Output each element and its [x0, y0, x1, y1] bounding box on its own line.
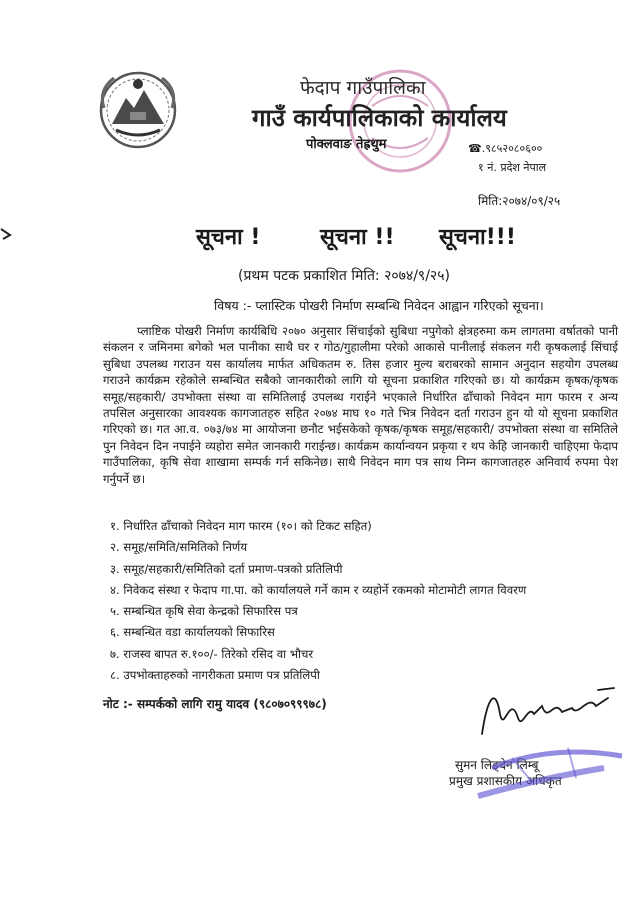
phone-number: ☎.९८५२०८०६००: [468, 142, 543, 155]
subject-line: विषय :- प्लास्टिक पोखरी निर्माण सम्बन्धि निवेदन आह्वान गरिएको सूचना।: [214, 298, 544, 313]
list-item: १. निर्धारित ढाँचाको निवेदन माग फारम (१०। को टिकट सहित): [110, 519, 372, 533]
notice-body: [103, 323, 618, 487]
list-item: २. समूह/समिति/समितिको निर्णय: [110, 540, 248, 555]
notice-date: मिति:२०७४/०९/२५: [478, 194, 561, 208]
province-line: १ नं. प्रदेश नेपाल: [478, 161, 547, 174]
list-item: ४. निवेकद संस्था र फेदाप गा.पा. को कार्यालयले गर्ने काम र व्यहोर्ने रकमको मोटामोटी लागत विवरण: [110, 582, 527, 597]
contact-note: नोट :- सम्पर्कको लागि रामु यादव (९८०७०९९९७८): [103, 697, 327, 711]
notice-word-1: सूचना !: [196, 225, 261, 250]
list-item: ८. उपभोक्ताहरुको नागरीकता प्रमाण पत्र प्रतिलिपी: [110, 668, 320, 683]
notice-word-3: सूचना!!!: [439, 225, 516, 250]
official-seal-stamp-icon: [472, 738, 630, 804]
list-item: ५. सम्बन्धित कृषि सेवा केन्द्रको सिफारिस पत्र: [110, 604, 298, 619]
margin-mark-icon: [0, 227, 12, 241]
list-item: ७. राजस्व बापत रु.१००/- तिरेको रसिद वा भौचर: [110, 646, 314, 661]
requirements-list: [110, 519, 526, 689]
body-paragraph: प्लाष्टिक पोखरी निर्माण कार्यबिधि २०७० अनुसार सिंचाईको सुबिधा नपुगेको क्षेत्रहरुमा कम लागतमा वर्षातको पानी संकलन र जमिनमा बगेको भल पानीका साथै घर र गोठ/गुहालीमा परेको आकासे पानीलाई संकलन गरी कृषकलाई सिंचाई सुबिधा उपलब्ध गराउन यस कार्यालय मार्फत अधिकतम रु. तिस हजार मुल्य बराबरको सामान अनुदान सहयोग उपलब्ध गराउने कार्यक्रम रहेकोले सम्बन्धित सबैको जानकारीको लागि यो सूचना प्रकाशित गरिएको छ। यो कार्यक्रम कृषक/कृषक समूह/सहकारी/ उपभोक्ता संस्था वा समितिलाई उपलब्ध गराईने भएकाले निर्धारित ढाँचाको निवेदन माग फारम र अन्य तपसिल अनुसारका आवश्यक कागजातहरु सहित २०७४ माघ १० गते भित्र निवेदन दर्ता गराउन हुन यो यो सूचना प्रकाशित गरिएको छ। गत आ.व. ०७३/७४ मा आयोजना छनौट भईसकेको कृषक/कृषक समूह/सहकारी/ उपभोक्ता संस्था वा समितिले पुन निवेदन दिन नपाईने व्यहोरा समेत जानकारी गराईन्छ। कार्यक्रम कार्यान्वयन प्रकृया र थप केहि जानकारी चाहिएमा फेदाप गाउँपालिका, कृषि सेवा शाखामा सम्पर्क गर्न सकिनेछ। साथै निवेदन माग पत्र साथ निम्न कागजातहरु अनिवार्य रुपमा पेश गर्नुपर्ने छ।: [103, 324, 618, 486]
published-date-line: (प्रथम पटक प्रकाशित मिति: २०७४/९/२५): [238, 268, 450, 284]
notice-heading: [196, 221, 556, 253]
org-name-line2: गाउँ कार्यपालिकाको कार्यालय: [252, 104, 507, 132]
handwritten-signature-icon: [478, 684, 618, 740]
org-address: पोक्लवाङ तेह्रथुम: [306, 137, 387, 152]
list-item: ६. सम्बन्धित वडा कार्यालयको सिफारिस: [110, 625, 275, 640]
signatory-post: प्रमुख प्रशासकीय अधिकृत: [449, 774, 562, 788]
org-name-line1: फेदाप गाउँपालिका: [300, 77, 426, 99]
signatory-name: सुमन लिङ्देन लिम्बू: [455, 758, 539, 772]
list-item: ३. समूह/सहकारी/समितिको दर्ता प्रमाण-पत्रको प्रतिलिपी: [110, 561, 343, 576]
notice-word-2: सूचना !!: [320, 225, 395, 250]
nepal-emblem-icon: [92, 68, 184, 152]
